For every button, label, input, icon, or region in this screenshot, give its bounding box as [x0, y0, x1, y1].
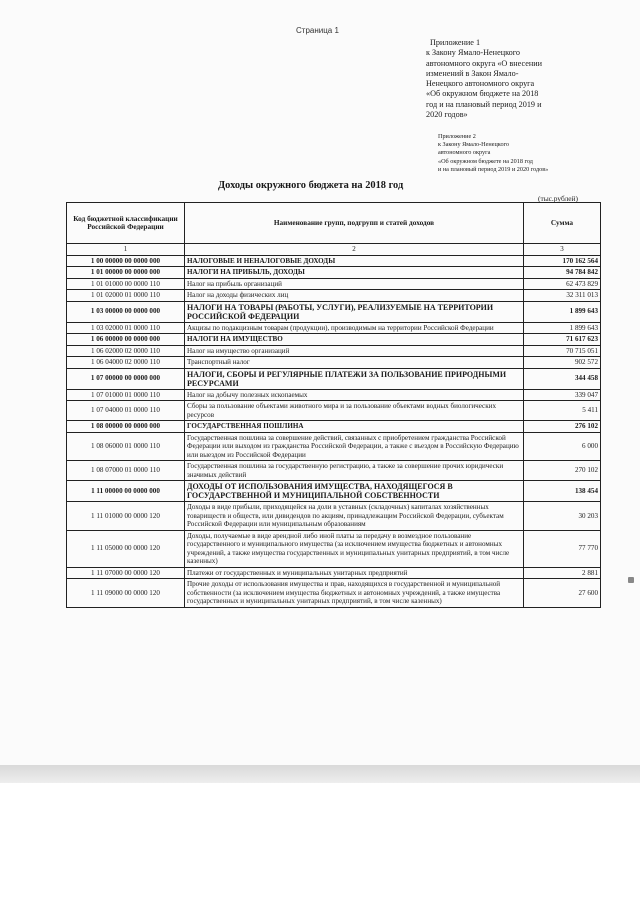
code-cell: 1 07 04000 01 0000 110: [67, 401, 185, 421]
revenue-table: [66, 202, 601, 608]
name-cell: НАЛОГИ НА ИМУЩЕСТВО: [185, 334, 524, 346]
code-cell: 1 01 02000 01 0000 110: [67, 290, 185, 302]
table-row: [67, 502, 601, 531]
annex-1-line: «Об окружном бюджете на 2018: [426, 89, 539, 99]
column-number: 1: [67, 244, 185, 256]
code-cell: 1 08 07000 01 0000 110: [67, 461, 185, 481]
annex-2-line: «Об окружном бюджете на 2018 год: [438, 157, 533, 165]
code-cell: 1 01 00000 00 0000 000: [67, 267, 185, 279]
name-cell: Налог на прибыль организаций: [185, 278, 524, 290]
sum-cell: 170 162 564: [524, 255, 601, 267]
table-row: [67, 401, 601, 421]
sum-cell: 94 784 842: [524, 267, 601, 279]
table-row: [67, 290, 601, 302]
table-row: [67, 267, 601, 279]
table-row: [67, 579, 601, 608]
table-row: [67, 334, 601, 346]
code-cell: 1 00 00000 00 0000 000: [67, 255, 185, 267]
annex-1-line: Приложение 1: [430, 38, 481, 47]
table-row: [67, 357, 601, 369]
sum-cell: 270 102: [524, 461, 601, 481]
name-cell: Государственная пошлина за государственную регистрацию, а также за совершение прочих юридически значимых действий: [185, 461, 524, 481]
code-cell: 1 03 00000 00 0000 000: [67, 301, 185, 322]
name-cell: Налог на добычу полезных ископаемых: [185, 389, 524, 401]
table-row: [67, 389, 601, 401]
header-sum: Сумма: [524, 203, 601, 244]
annex-1-line: автономного округа «О внесении: [426, 58, 542, 68]
code-cell: 1 07 01000 01 0000 110: [67, 389, 185, 401]
scan-edge-mark: [628, 577, 634, 583]
code-cell: 1 06 00000 00 0000 000: [67, 334, 185, 346]
name-cell: Платежи от государственных и муниципальных унитарных предприятий: [185, 567, 524, 579]
annex-1-line: Ненецкого автономного округа: [426, 79, 535, 89]
annex-2-line: Приложение 2: [438, 133, 476, 140]
annex-1-line: 2020 годов»: [426, 110, 468, 120]
name-cell: НАЛОГИ НА ПРИБЫЛЬ, ДОХОДЫ: [185, 267, 524, 279]
name-cell: Налог на доходы физических лиц: [185, 290, 524, 302]
name-cell: ДОХОДЫ ОТ ИСПОЛЬЗОВАНИЯ ИМУЩЕСТВА, НАХОДЯЩЕГОСЯ В ГОСУДАРСТВЕННОЙ И МУНИЦИПАЛЬНОЙ СОБСТВЕННОСТИ: [185, 481, 524, 502]
annex-1-note: [426, 38, 606, 120]
sum-cell: 71 617 623: [524, 334, 601, 346]
code-cell: 1 11 05000 00 0000 120: [67, 530, 185, 567]
sum-cell: 902 572: [524, 357, 601, 369]
code-cell: 1 11 07000 00 0000 120: [67, 567, 185, 579]
sum-cell: 2 881: [524, 567, 601, 579]
sum-cell: 62 473 829: [524, 278, 601, 290]
sum-cell: 344 458: [524, 368, 601, 389]
annex-2-line: к Закону Ямало-Ненецкого: [438, 141, 510, 149]
table-row: [67, 421, 601, 433]
name-cell: Налог на имущество организаций: [185, 345, 524, 357]
sum-cell: 1 899 643: [524, 301, 601, 322]
sum-cell: 6 000: [524, 432, 601, 461]
table-row: [67, 345, 601, 357]
sum-cell: 70 715 051: [524, 345, 601, 357]
annex-1-line: к Закону Ямало-Ненецкого: [426, 48, 520, 58]
name-cell: Доходы в виде прибыли, приходящейся на доли в уставных (складочных) капиталах хозяйственных товариществ и обществ, или дивидендов по акциям, принадлежащим Российской Федерации, субъектам Российской Федерации или муниципальным образованиям: [185, 502, 524, 531]
sum-cell: 5 411: [524, 401, 601, 421]
name-cell: НАЛОГИ НА ТОВАРЫ (РАБОТЫ, УСЛУГИ), РЕАЛИЗУЕМЫЕ НА ТЕРРИТОРИИ РОССИЙСКОЙ ФЕДЕРАЦИИ: [185, 301, 524, 322]
table-row: [67, 255, 601, 267]
sum-cell: 276 102: [524, 421, 601, 433]
sum-cell: 77 770: [524, 530, 601, 567]
name-cell: Транспортный налог: [185, 357, 524, 369]
name-cell: Прочие доходы от использования имущества и прав, находящихся в государственной и муниципальной собственности (за исключением имущества бюджетных и автономных учреждений, а также имущества государственных и муниципальных унитарных предприятий, в том числе казенных): [185, 579, 524, 608]
annex-1-line: год и на плановый период 2019 и: [426, 99, 542, 109]
sum-cell: 138 454: [524, 481, 601, 502]
table-row: [67, 481, 601, 502]
name-cell: Акцизы по подакцизным товарам (продукции), производимым на территории Российской Федерации: [185, 322, 524, 334]
scan-edge-band: [0, 765, 640, 783]
annex-2-note: [438, 133, 618, 174]
annex-2-line: автономного округа: [438, 149, 491, 157]
table-row: [67, 278, 601, 290]
code-cell: 1 08 06000 01 0000 110: [67, 432, 185, 461]
sum-cell: 32 311 013: [524, 290, 601, 302]
page-label: Страница 1: [296, 26, 339, 35]
sum-cell: 339 047: [524, 389, 601, 401]
code-cell: 1 03 02000 01 0000 110: [67, 322, 185, 334]
name-cell: Доходы, получаемые в виде арендной либо иной платы за передачу в возмездное пользование государственного и муниципального имущества (за исключением имущества бюджетных и автономных учреждений, а также имущества государственных и муниципальных унитарных предприятий, в том числе казенных): [185, 530, 524, 567]
table-row: [67, 461, 601, 481]
annex-1-line: изменений в Закон Ямало-: [426, 68, 519, 78]
name-cell: Сборы за пользование объектами животного мира и за пользование объектами водных биологических ресурсов: [185, 401, 524, 421]
table-row: [67, 322, 601, 334]
annex-2-line: и на плановый период 2019 и 2020 годов»: [438, 165, 549, 173]
table-row: [67, 530, 601, 567]
code-cell: 1 06 04000 02 0000 110: [67, 357, 185, 369]
column-number-row: [67, 244, 601, 256]
column-number: 2: [185, 244, 524, 256]
table-row: [67, 432, 601, 461]
column-number: 3: [524, 244, 601, 256]
header-name: Наименование групп, подгрупп и статей доходов: [185, 203, 524, 244]
name-cell: НАЛОГОВЫЕ И НЕНАЛОГОВЫЕ ДОХОДЫ: [185, 255, 524, 267]
table-row: [67, 301, 601, 322]
name-cell: НАЛОГИ, СБОРЫ И РЕГУЛЯРНЫЕ ПЛАТЕЖИ ЗА ПОЛЬЗОВАНИЕ ПРИРОДНЫМИ РЕСУРСАМИ: [185, 368, 524, 389]
sum-cell: 1 899 643: [524, 322, 601, 334]
code-cell: 1 11 00000 00 0000 000: [67, 481, 185, 502]
table-header-row: [67, 203, 601, 244]
unit-label: (тыс.рублей): [538, 194, 578, 203]
code-cell: 1 11 01000 00 0000 120: [67, 502, 185, 531]
code-cell: 1 08 00000 00 0000 000: [67, 421, 185, 433]
header-code: Код бюджетной классификации Российской Федерации: [67, 203, 185, 244]
name-cell: Государственная пошлина за совершение действий, связанных с приобретением гражданства Российской Федерации или выходом из гражданства Российской Федерации, а также с въездом в Российскую Федерацию или выездом из Российской Федерации: [185, 432, 524, 461]
code-cell: 1 06 02000 02 0000 110: [67, 345, 185, 357]
document-title: Доходы окружного бюджета на 2018 год: [218, 180, 404, 191]
table-row: [67, 567, 601, 579]
table-row: [67, 368, 601, 389]
code-cell: 1 11 09000 00 0000 120: [67, 579, 185, 608]
code-cell: 1 01 01000 00 0000 110: [67, 278, 185, 290]
code-cell: 1 07 00000 00 0000 000: [67, 368, 185, 389]
sum-cell: 30 203: [524, 502, 601, 531]
sum-cell: 27 600: [524, 579, 601, 608]
name-cell: ГОСУДАРСТВЕННАЯ ПОШЛИНА: [185, 421, 524, 433]
